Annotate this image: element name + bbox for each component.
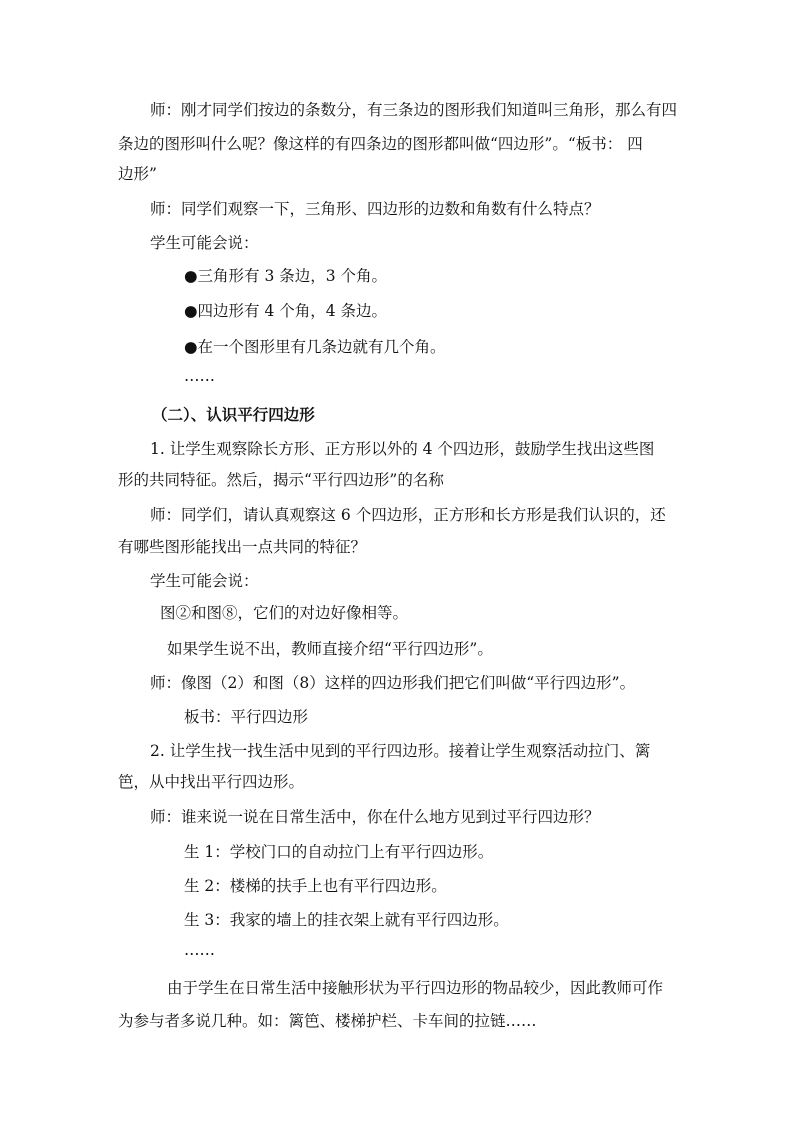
paragraph-line: 边形” <box>118 165 157 183</box>
paragraph-line: 为参与者多说几种。如：篱笆、楼梯护栏、卡车间的拉链…… <box>118 1012 537 1030</box>
paragraph-line: 1. 让学生观察除长方形、正方形以外的 4 个四边形，鼓励学生找出这些图 <box>150 440 655 458</box>
section-heading: （二）、认识平行四边形 <box>152 405 315 424</box>
paragraph-line: 师：像图（2）和图（8）这样的四边形我们把它们叫做“平行四边形”。 <box>150 674 636 692</box>
paragraph-line: 师：谁来说一说在日常生活中，你在什么地方见到过平行四边形？ <box>150 808 600 826</box>
ellipsis-line: …… <box>184 941 215 959</box>
paragraph-line: 师：同学们观察一下，三角形、四边形的边数和角数有什么特点？ <box>150 200 600 218</box>
paragraph-line: 学生可能会说： <box>150 572 259 590</box>
bullet-item: ●在一个图形里有几条边就有几个角。 <box>184 338 446 356</box>
paragraph-line: 笆，从中找出平行四边形。 <box>118 773 305 791</box>
student-answer: 生 3：我家的墙上的挂衣架上就有平行四边形。 <box>184 911 509 929</box>
paragraph-line: 2. 让学生找一找生活中见到的平行四边形。接着让学生观察活动拉门、篱 <box>150 742 651 760</box>
paragraph-line: 由于学生在日常生活中接触形状为平行四边形的物品较少，因此教师可作 <box>167 979 664 997</box>
paragraph-line: 师：刚才同学们按边的条数分，有三条边的图形我们知道叫三角形，那么有四 <box>150 101 678 119</box>
paragraph-line: 有哪些图形能找出一点共同的特征？ <box>118 538 367 556</box>
paragraph-line: 如果学生说不出，教师直接介绍“平行四边形”。 <box>167 640 493 658</box>
paragraph-line: 图②和图⑧，它们的对边好像相等。 <box>160 604 409 622</box>
paragraph-line: 板书：平行四边形 <box>184 708 309 726</box>
paragraph-line: 条边的图形叫什么呢？像这样的有四条边的图形都叫做“四边形”。“板书： 四 <box>118 135 643 153</box>
ellipsis-line: …… <box>184 367 215 385</box>
paragraph-line: 形的共同特征。然后，揭示“平行四边形”的名称 <box>118 471 444 489</box>
paragraph-line: 师：同学们，请认真观察这 6 个四边形，正方形和长方形是我们认识的，还 <box>150 506 666 524</box>
student-answer: 生 2：楼梯的扶手上也有平行四边形。 <box>184 877 447 895</box>
student-answer: 生 1：学校门口的自动拉门上有平行四边形。 <box>184 843 494 861</box>
bullet-item: ●四边形有 4 个角，4 条边。 <box>184 302 388 320</box>
paragraph-line: 学生可能会说： <box>150 234 259 252</box>
bullet-item: ●三角形有 3 条边，3 个角。 <box>184 267 388 285</box>
